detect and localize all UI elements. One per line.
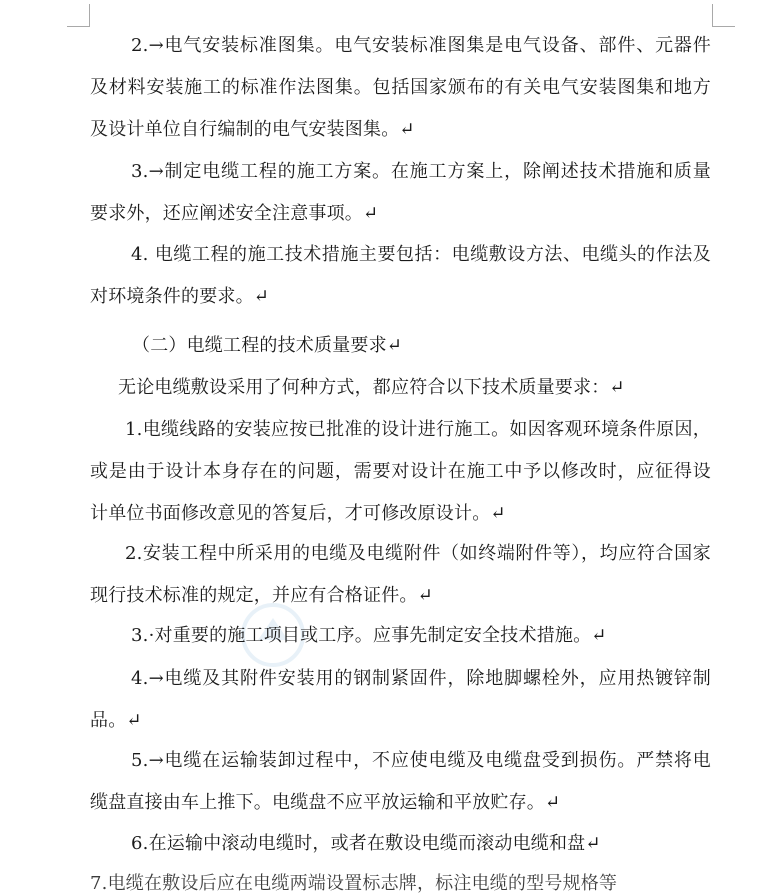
margin-corner-top-right [712,4,735,27]
section-heading: （二）电缆工程的技术质量要求↵ [132,335,403,356]
text-line: 无论电缆敷设采用了何种方式，都应符合以下技术质量要求：↵ [118,377,625,398]
text-line: 要求外，还应阐述安全注意事项。↵ [90,203,379,224]
text-line: 缆盘直接由车上推下。电缆盘不应平放运输和平放贮存。↵ [90,792,561,813]
text-line: 现行技术标准的规定，并应有合格证件。↵ [90,585,433,606]
text-line: 或是由于设计本身存在的问题，需要对设计在施工中予以修改时，应征得设 [90,461,711,482]
margin-corner-top-left [67,4,90,27]
text-line: 2.安装工程中所采用的电缆及电缆附件（如终端附件等），均应符合国家 [125,543,711,564]
text-line: 对环境条件的要求。↵ [90,286,270,307]
text-line: 5.→电缆在运输装卸过程中，不应使电缆及电缆盘受到损伤。严禁将电 [131,750,711,771]
text-line: 3.·对重要的施工项目或工序。应事先制定安全技术措施。↵ [131,625,607,646]
text-line: 计单位书面修改意见的答复后，才可修改原设计。↵ [90,503,506,524]
text-line: 4. 电缆工程的施工技术措施主要包括：电缆敷设方法、电缆头的作法及 [131,244,711,265]
text-line: 4.→电缆及其附件安装用的钢制紧固件，除地脚螺栓外，应用热镀锌制 [131,668,711,689]
text-line: 及材料安装施工的标准作法图集。包括国家颁布的有关电气安装图集和地方 [90,77,711,98]
text-line: 品。↵ [90,710,142,731]
text-line: 6.在运输中滚动电缆时，或者在敷设电缆而滚动电缆和盘↵ [131,833,601,854]
text-line-cut-off: 7.电缆在敷设后应在电缆两端设置标志牌，标注电缆的型号规格等 [90,873,618,894]
text-line: 2.→电气安装标准图集。电气安装标准图集是电气设备、部件、元器件 [131,35,711,56]
text-line: 及设计单位自行编制的电气安装图集。↵ [90,119,415,140]
text-line: 3.→制定电缆工程的施工方案。在施工方案上，除阐述技术措施和质量 [131,161,711,182]
text-line: 1.电缆线路的安装应按已批准的设计进行施工。如因客观环境条件原因， [125,419,711,440]
